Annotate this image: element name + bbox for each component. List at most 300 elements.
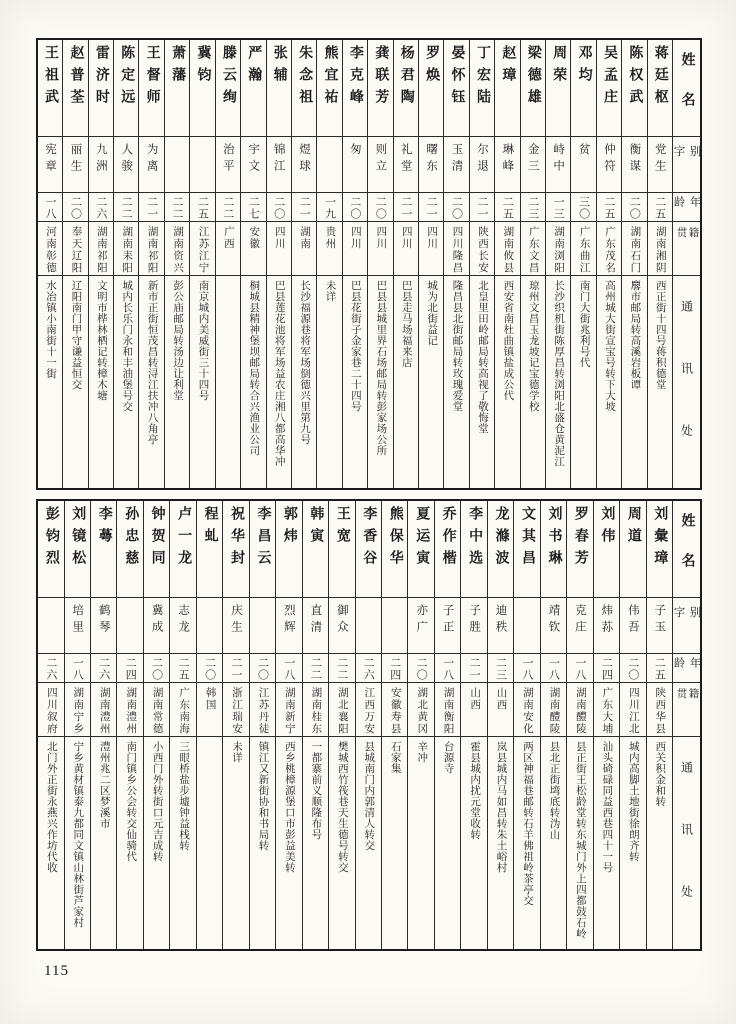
- header-label-origin: [673, 682, 700, 736]
- contact-address-text: 巴县县城里界石场邮局转彭家场公所: [375, 280, 387, 456]
- courtesy-name-text: 鹤琴: [97, 604, 110, 637]
- age-value-text: 一八: [441, 657, 454, 681]
- contact-address-text: 县正街王松龄堂转东城门外上四都鼓石岭: [574, 741, 586, 939]
- age-value: [521, 192, 545, 221]
- native-place: [382, 682, 407, 736]
- person-name: [541, 501, 566, 597]
- courtesy-name-text: 礼堂: [399, 143, 412, 176]
- header-label-name: [673, 40, 700, 136]
- age-value: [571, 192, 595, 221]
- native-place-text: 湖南常德: [151, 687, 163, 735]
- person-column: [593, 501, 619, 949]
- person-name-text: 陈定远: [119, 45, 135, 111]
- age-value-text: 二四: [600, 657, 613, 681]
- person-name-text: 程虬: [202, 506, 218, 550]
- person-name: [317, 40, 341, 136]
- age-value-text: 二〇: [450, 196, 463, 220]
- native-place: [514, 682, 539, 736]
- age-value-text: 三〇: [577, 196, 590, 220]
- person-name: [546, 40, 570, 136]
- person-column: [545, 40, 570, 488]
- courtesy-name: [514, 597, 539, 653]
- directory-table-bottom: [36, 499, 702, 951]
- native-place: [571, 221, 595, 275]
- courtesy-name: [38, 136, 62, 192]
- native-place-text: 广西: [222, 226, 234, 250]
- age-value-text: 二五: [653, 657, 666, 681]
- age-value-text: 二六: [44, 657, 57, 681]
- native-place: [317, 221, 341, 275]
- courtesy-name-text: 御众: [335, 604, 348, 637]
- person-name: [620, 501, 645, 597]
- native-place-text: 四川: [400, 226, 412, 250]
- person-column: [596, 40, 621, 488]
- contact-address: [89, 275, 113, 488]
- person-name-text: 蒋廷枢: [652, 45, 668, 111]
- person-name-text: 罗焕: [424, 45, 440, 89]
- contact-address-text: 水冶镇小南街十一街: [45, 280, 57, 379]
- courtesy-name-text: 冀成: [150, 604, 163, 637]
- age-value-text: 二六: [97, 657, 110, 681]
- courtesy-name-text: 庆生: [230, 604, 243, 637]
- person-name: [461, 501, 486, 597]
- person-name: [197, 501, 222, 597]
- header-label-origin: [673, 221, 700, 275]
- age-value: [546, 192, 570, 221]
- native-place: [292, 221, 316, 275]
- age-value-text: 二〇: [272, 196, 285, 220]
- courtesy-name: [170, 597, 195, 653]
- native-place-text: 湖南祁阳: [146, 226, 158, 274]
- person-column: [540, 501, 566, 949]
- contact-address-text: 西乡桃樟源堡口市彭益美转: [283, 741, 295, 873]
- courtesy-name: [267, 136, 291, 192]
- person-name-text: 夏运寅: [414, 506, 430, 572]
- person-column: [38, 501, 63, 949]
- native-place: [329, 682, 354, 736]
- person-name: [89, 40, 113, 136]
- age-value: [394, 192, 418, 221]
- age-value-text: 二〇: [69, 196, 82, 220]
- native-place-text: 湖南澧州: [98, 687, 110, 735]
- person-column: [342, 40, 367, 488]
- age-value-text: 二五: [653, 196, 666, 220]
- person-name: [470, 40, 494, 136]
- header-label-address: [673, 275, 700, 488]
- native-place-text: 广东曲江: [578, 226, 590, 274]
- age-value-text: 二五: [196, 196, 209, 220]
- native-place-text: 湖南耒阳: [121, 226, 133, 274]
- native-place-text: 湖南衡阳: [442, 687, 454, 735]
- age-value-text: 二三: [526, 196, 539, 220]
- courtesy-name: [91, 597, 116, 653]
- age-value-text: 二六: [362, 657, 375, 681]
- person-name: [250, 501, 275, 597]
- native-place-text: 湖南浏阳: [553, 226, 565, 274]
- person-column: [189, 40, 214, 488]
- person-name-text: 朱念祖: [297, 45, 313, 111]
- courtesy-name-text: 子正: [441, 604, 454, 637]
- contact-address-text: 文明市桦林栖记转樟木塘: [95, 280, 107, 401]
- header-label-name: [673, 501, 700, 597]
- age-value: [89, 192, 113, 221]
- contact-address-text: 镇江又新街协和书局转: [257, 741, 269, 851]
- native-place-text: 四川江北: [627, 687, 639, 735]
- person-name: [488, 501, 513, 597]
- contact-address: [250, 736, 275, 949]
- age-value: [250, 653, 275, 682]
- courtesy-name: [250, 597, 275, 653]
- person-column: [169, 501, 195, 949]
- header-label-address-text: 通讯处: [679, 761, 694, 947]
- contact-address: [114, 275, 138, 488]
- age-value-text: 二〇: [348, 196, 361, 220]
- person-column: [143, 501, 169, 949]
- contact-address: [197, 736, 222, 949]
- age-value-text: 二四: [388, 657, 401, 681]
- native-place: [303, 682, 328, 736]
- native-place: [165, 221, 189, 275]
- native-place: [38, 221, 62, 275]
- native-place: [648, 221, 672, 275]
- native-place: [197, 682, 222, 736]
- person-column: [328, 501, 354, 949]
- header-label-origin-text: 籍贯: [675, 227, 699, 255]
- header-label-age: [673, 653, 700, 682]
- age-value-text: 一八: [44, 196, 57, 220]
- courtesy-name-text: 党生: [653, 143, 666, 176]
- person-name-text: 刘镜松: [70, 506, 86, 572]
- courtesy-name: [567, 597, 592, 653]
- person-column: [367, 40, 392, 488]
- native-place: [241, 221, 265, 275]
- native-place: [170, 682, 195, 736]
- native-place-text: 四川: [426, 226, 438, 250]
- age-value: [165, 192, 189, 221]
- contact-address-text: 樊城西竹筏巷天生德号转交: [336, 741, 348, 873]
- person-column: [38, 40, 62, 488]
- age-value: [91, 653, 116, 682]
- contact-address: [303, 736, 328, 949]
- age-value: [567, 653, 592, 682]
- person-name: [241, 40, 265, 136]
- courtesy-name: [435, 597, 460, 653]
- person-name: [394, 40, 418, 136]
- person-name-text: 卢一龙: [176, 506, 192, 572]
- contact-address: [356, 736, 381, 949]
- courtesy-name: [139, 136, 163, 192]
- courtesy-name: [343, 136, 367, 192]
- contact-address-text: 霍县城内扰元堂收转: [469, 741, 481, 840]
- person-column: [494, 40, 519, 488]
- age-value-text: 二五: [602, 196, 615, 220]
- person-name: [514, 501, 539, 597]
- header-label-name-text: 姓名: [679, 52, 695, 132]
- age-value-text: 一八: [547, 657, 560, 681]
- courtesy-name-text: 子玉: [653, 604, 666, 637]
- age-value: [597, 192, 621, 221]
- age-value-text: 二〇: [150, 657, 163, 681]
- native-place: [117, 682, 142, 736]
- courtesy-name-text: 尔退: [475, 143, 488, 176]
- age-value-text: 一八: [573, 657, 586, 681]
- person-name-text: 萧藩: [170, 45, 186, 89]
- native-place-text: 广东茂名: [603, 226, 615, 274]
- person-name-text: 钟贺同: [149, 506, 165, 572]
- contact-address-text: 两区神福巷邮转石羊佛祖岭茶亭交: [522, 741, 533, 906]
- courtesy-name: [241, 136, 265, 192]
- person-name-text: 乔作楷: [440, 506, 456, 572]
- person-name-text: 刘彙璋: [652, 506, 668, 572]
- native-place-text: 河南彰德: [45, 226, 57, 274]
- age-value: [382, 653, 407, 682]
- contact-address: [521, 275, 545, 488]
- native-place-text: 湖南资兴: [172, 226, 184, 274]
- contact-address: [567, 736, 592, 949]
- contact-address-text: 县城南门内郭清人转交: [363, 741, 375, 851]
- person-column: [164, 40, 189, 488]
- age-value: [144, 653, 169, 682]
- contact-address: [488, 736, 513, 949]
- contact-address: [38, 275, 62, 488]
- native-place: [65, 682, 90, 736]
- age-value: [267, 192, 291, 221]
- age-value-text: 二一: [230, 657, 243, 681]
- header-label-age-text: 年龄: [673, 196, 700, 209]
- courtesy-name-text: 伟吾: [626, 604, 639, 637]
- age-value: [114, 192, 138, 221]
- native-place: [223, 682, 248, 736]
- age-value: [317, 192, 341, 221]
- person-column: [138, 40, 163, 488]
- age-value-text: 一八: [521, 657, 533, 681]
- native-place-text: 湖南新宁: [283, 687, 295, 735]
- age-value: [594, 653, 619, 682]
- courtesy-name: [394, 136, 418, 192]
- courtesy-name: [89, 136, 113, 192]
- age-value-text: 二六: [94, 196, 107, 220]
- person-column: [469, 40, 494, 488]
- age-value: [622, 192, 646, 221]
- contact-address-text: 辛冲: [416, 741, 428, 763]
- age-value: [216, 192, 240, 221]
- person-name-text: 刘伟: [599, 506, 615, 550]
- contact-address: [495, 275, 519, 488]
- person-column: [62, 40, 87, 488]
- contact-address-text: 长沙织机街陈厚昌转浏阳北盛仓黄泥江: [553, 280, 565, 467]
- native-place: [63, 221, 87, 275]
- age-value: [38, 192, 62, 221]
- person-name-text: 雷济时: [93, 45, 109, 111]
- contact-address-text: 城为北街益记: [426, 280, 438, 346]
- age-value: [117, 653, 142, 682]
- age-value-text: 二一: [425, 196, 438, 220]
- courtesy-name: [114, 136, 138, 192]
- person-name-text: 熊宜祐: [322, 45, 338, 111]
- person-name-text: 李克峰: [347, 45, 363, 111]
- native-place-text: 安徽: [248, 226, 260, 250]
- contact-address-text: 南门镇乡公会转交仙骑代: [125, 741, 137, 862]
- courtesy-name-text: 志龙: [177, 604, 190, 637]
- courtesy-name: [303, 597, 328, 653]
- person-name: [495, 40, 519, 136]
- person-column: [443, 40, 468, 488]
- header-label-age: [673, 192, 700, 221]
- person-name: [408, 501, 433, 597]
- contact-address: [514, 736, 539, 949]
- courtesy-name: [647, 597, 672, 653]
- courtesy-name-text: 为离: [145, 143, 158, 176]
- age-value: [541, 653, 566, 682]
- courtesy-name: [470, 136, 494, 192]
- age-value-text: 二五: [177, 657, 190, 681]
- person-name-text: 王宽: [334, 506, 350, 550]
- age-value: [461, 653, 486, 682]
- native-place: [435, 682, 460, 736]
- native-place: [594, 682, 619, 736]
- age-value-text: 一八: [71, 657, 84, 681]
- native-place: [89, 221, 113, 275]
- contact-address: [382, 736, 407, 949]
- person-name: [622, 40, 646, 136]
- courtesy-name: [356, 597, 381, 653]
- person-name: [114, 40, 138, 136]
- person-name: [63, 40, 87, 136]
- person-name: [648, 40, 672, 136]
- native-place: [139, 221, 163, 275]
- person-name-text: 周道: [625, 506, 641, 550]
- person-name-text: 赵普荃: [68, 45, 84, 111]
- person-name: [292, 40, 316, 136]
- age-value: [648, 192, 672, 221]
- native-place-text: 江苏江宁: [197, 226, 209, 274]
- person-name-text: 李中选: [467, 506, 483, 572]
- native-place-text: 江苏丹徒: [257, 687, 269, 735]
- contact-address: [620, 736, 645, 949]
- contact-address: [571, 275, 595, 488]
- contact-address: [165, 275, 189, 488]
- courtesy-name: [444, 136, 468, 192]
- native-place-text: 陕西华县: [654, 687, 666, 735]
- courtesy-name: [382, 597, 407, 653]
- contact-address-text: 县北正街塆底转沩山: [548, 741, 560, 840]
- courtesy-name-text: 培里: [71, 604, 84, 637]
- person-name-text: 冀钧: [195, 45, 211, 89]
- courtesy-name: [408, 597, 433, 653]
- courtesy-name: [546, 136, 570, 192]
- contact-address-text: 隆昌县北街邮局转玫瑰爱堂: [451, 280, 463, 412]
- person-name-text: 李蕚: [96, 506, 112, 550]
- person-name: [170, 501, 195, 597]
- native-place: [620, 682, 645, 736]
- age-value-text: 二二: [221, 196, 234, 220]
- contact-address: [394, 275, 418, 488]
- person-name-text: 陈权武: [627, 45, 643, 111]
- person-name: [594, 501, 619, 597]
- person-column: [249, 501, 275, 949]
- age-value-text: 二七: [247, 196, 260, 220]
- contact-address: [461, 736, 486, 949]
- person-name-text: 韩寅: [308, 506, 324, 550]
- contact-address: [622, 275, 646, 488]
- age-value: [38, 653, 63, 682]
- age-value: [139, 192, 163, 221]
- contact-address-text: 琼州文昌玉龙坡记宝德学校: [527, 280, 539, 412]
- native-place: [343, 221, 367, 275]
- contact-address: [419, 275, 443, 488]
- courtesy-name: [144, 597, 169, 653]
- person-name-text: 梁德雄: [525, 45, 541, 111]
- courtesy-name: [488, 597, 513, 653]
- contact-address-text: 石家集: [389, 741, 401, 774]
- person-name: [329, 501, 354, 597]
- contact-address: [368, 275, 392, 488]
- native-place-text: 贵州: [324, 226, 336, 250]
- person-column: [621, 40, 646, 488]
- contact-address-text: 台源寺: [442, 741, 454, 774]
- contact-address: [343, 275, 367, 488]
- person-column: [222, 501, 248, 949]
- person-name-text: 龙滌波: [493, 506, 509, 572]
- native-place: [91, 682, 116, 736]
- courtesy-name-text: 人骏: [120, 143, 133, 176]
- native-place-text: 湖南湘阴: [654, 226, 666, 274]
- age-value: [514, 653, 539, 682]
- person-column: [196, 501, 222, 949]
- contact-address: [38, 736, 63, 949]
- courtesy-name-text: 子胜: [468, 604, 481, 637]
- contact-address-text: 一都寨前义顺隆布号: [310, 741, 322, 840]
- age-value: [190, 192, 214, 221]
- person-name-text: 王祖武: [43, 45, 59, 111]
- native-place: [114, 221, 138, 275]
- person-column: [460, 501, 486, 949]
- person-name: [117, 501, 142, 597]
- header-column: [672, 501, 700, 949]
- contact-address: [648, 275, 672, 488]
- person-name-text: 杨君陶: [398, 45, 414, 111]
- contact-address-text: 小西门外转街口元吉成转: [151, 741, 163, 862]
- native-place-text: 江西万安: [363, 687, 375, 735]
- native-place-text: 山西: [469, 687, 481, 711]
- courtesy-name: [620, 597, 645, 653]
- person-column: [646, 501, 672, 949]
- contact-address-text: 桐城县精神堡坝邮局转合兴渔业公司: [248, 280, 260, 456]
- contact-address: [65, 736, 90, 949]
- contact-address-text: 巴县莲花池将军场益农庄湘八都高华冲: [273, 280, 285, 467]
- person-column: [393, 40, 418, 488]
- person-column: [215, 40, 240, 488]
- native-place-text: 湖南安化: [522, 687, 533, 735]
- courtesy-name-text: 治平: [221, 143, 234, 176]
- contact-address-text: 麐市邮局转高溪岩板谭: [629, 280, 641, 390]
- courtesy-name-text: 宇文: [247, 143, 260, 176]
- person-column: [355, 501, 381, 949]
- age-value-text: 一三: [552, 196, 565, 220]
- courtesy-name: [317, 136, 341, 192]
- contact-address: [541, 736, 566, 949]
- native-place: [495, 221, 519, 275]
- age-value-text: 二〇: [626, 657, 639, 681]
- age-value-text: 二一: [145, 196, 158, 220]
- courtesy-name-text: 亦广: [415, 604, 428, 637]
- native-place-text: 湖南: [299, 226, 311, 250]
- native-place: [622, 221, 646, 275]
- native-place: [541, 682, 566, 736]
- native-place: [356, 682, 381, 736]
- courtesy-name-text: 锦江: [272, 143, 285, 176]
- person-name-text: 刘书琳: [546, 506, 562, 572]
